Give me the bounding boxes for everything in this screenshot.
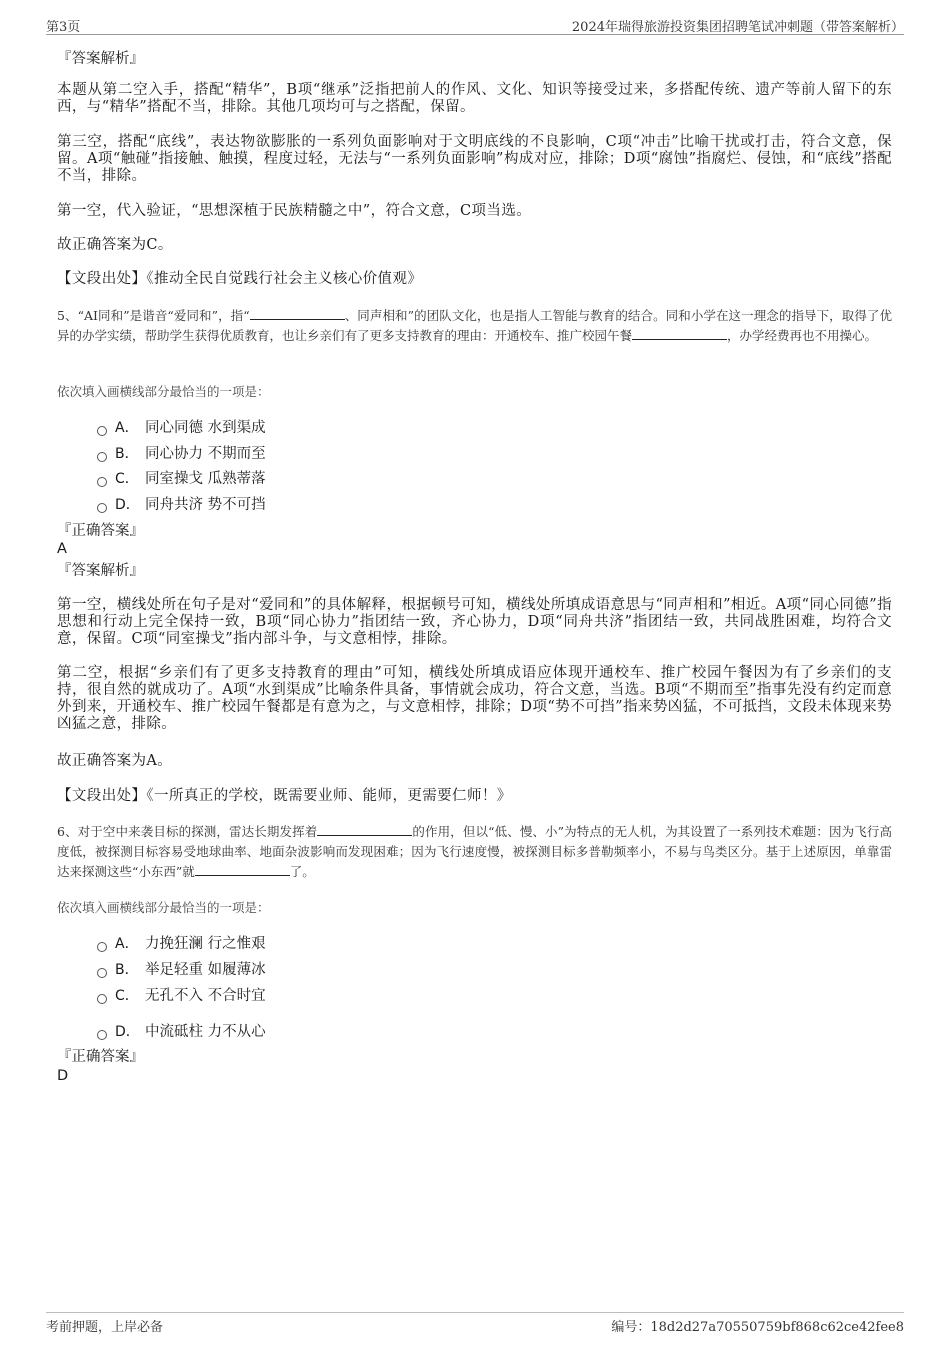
q6-instruction: 依次填入画横线部分最恰当的一项是：: [57, 900, 270, 915]
q5-stem-part2: 、同声相和”的团队文化，也是指人工智能与教育的结合。同和小学在这一理念的指导下，取得了优异的办学实绩，帮助学生获得优质教育，也让乡亲们有了更多支持教育的理由：开通校车、推广校园午餐: [57, 308, 892, 343]
document-title: 2024年瑞得旅游投资集团招聘笔试冲刺题（带答案解析）: [571, 20, 904, 35]
q6-answer: D: [57, 1068, 69, 1084]
footer-slogan: 考前押题，上岸必备: [46, 1320, 164, 1335]
q4-source: 【文段出处】《推动全民自觉践行社会主义核心价值观》: [57, 271, 423, 287]
q5-option-b[interactable]: B． 同心协力 不期而至: [97, 442, 266, 462]
q6-stem-part2: 的作用，但以“低、慢、小”为特点的无人机，为其设置了一系列技术难题：因为飞行高度低，被探测目标容易受地球曲率、地面杂波影响而发现困难；因为飞行速度慢，被探测目标多普勒频率小，不易与鸟类区分。基于上述原因，单靠雷达来探测这些“小东西”就: [57, 824, 892, 879]
q5-source: 【文段出处】《一所真正的学校，既需要业师、能师，更需要仁师！》: [57, 788, 512, 804]
q5-analysis-p1: 第一空，横线处所在句子是对“爱同和”的具体解释，根据顿号可知，横线处所填成语意思与“同声相和”相近。A项“同心同德”指思想和行动上完全保持一致，B项“同心协力”指团结一致，齐心协力，D项“同舟共济”指团结一致，共同战胜困难，均符合文意，保留。C项“同室操戈”指内部斗争，与文意相悖，排除。: [57, 597, 892, 647]
radio-icon[interactable]: [97, 426, 107, 436]
document-id: 编号：18d2d27a70550759bf868c62ce42fee8: [611, 1320, 904, 1335]
page-number: 第3页: [46, 20, 81, 35]
q6-blank-2: [195, 862, 290, 876]
q6-answer-label: 『正确答案』: [57, 1049, 144, 1065]
q5-option-c[interactable]: C． 同室操戈 瓜熟蒂落: [97, 467, 266, 487]
q6-stem: [57, 822, 892, 882]
q5-analysis-p3: 故正确答案为A。: [57, 753, 173, 769]
q4-analysis-p1: 本题从第二空入手，搭配“精华”，B项“继承”泛指把前人的作风、文化、知识等接受过来，多搭配传统、遗产等前人留下的东西，与“精华”搭配不当，排除。其他几项均可与之搭配，保留。: [57, 82, 892, 115]
q6-option-d[interactable]: D． 中流砥柱 力不从心: [97, 1020, 266, 1040]
q5-analysis-p2: 第二空，根据“乡亲们有了更多支持教育的理由”可知，横线处所填成语应体现开通校车、推广校园午餐因为有了乡亲们的支持，很自然的就成功了。A项“水到渠成”比喻条件具备，事情就会成功，符合文意，当选。B项“不期而至”指事先没有约定而意外到来，开通校车、推广校园午餐都是有意为之，与文意相悖，排除；D项“势不可挡”指来势凶猛，不可抵挡，文段未体现来势凶猛之意，排除。: [57, 665, 892, 732]
q6-blank-1: [317, 822, 412, 836]
q5-option-d[interactable]: D． 同舟共济 势不可挡: [97, 493, 266, 513]
q6-option-a[interactable]: A． 力挽狂澜 行之惟艰: [97, 932, 266, 952]
q5-stem-part1: 5、“AI同和”是谐音“爱同和”，指“: [57, 308, 250, 323]
q4-analysis-label: 『答案解析』: [57, 51, 144, 67]
q5-stem-part3: ，办学经费再也不用操心。: [727, 328, 878, 343]
q5-stem: [57, 306, 892, 346]
q6-option-c[interactable]: C． 无孔不入 不合时宜: [97, 984, 266, 1004]
q5-answer: A: [57, 541, 67, 557]
q5-blank-1: [250, 306, 345, 320]
q5-option-a[interactable]: A． 同心同德 水到渠成: [97, 416, 266, 436]
q5-blank-2: [632, 326, 727, 340]
q6-stem-part1: 6、对于空中来袭目标的探测，雷达长期发挥着: [57, 824, 318, 839]
radio-icon[interactable]: [97, 503, 107, 513]
q6-option-b[interactable]: B． 举足轻重 如履薄冰: [97, 958, 266, 978]
q5-answer-label: 『正确答案』: [57, 523, 144, 539]
q4-analysis-p4: 故正确答案为C。: [57, 237, 173, 253]
radio-icon[interactable]: [97, 477, 107, 487]
q4-analysis-p3: 第一空，代入验证，“思想深植于民族精髓之中”，符合文意，C项当选。: [57, 203, 532, 219]
radio-icon[interactable]: [97, 452, 107, 462]
page-header: [46, 14, 904, 35]
radio-icon[interactable]: [97, 1030, 107, 1040]
radio-icon[interactable]: [97, 942, 107, 952]
q5-instruction: 依次填入画横线部分最恰当的一项是：: [57, 384, 270, 399]
radio-icon[interactable]: [97, 994, 107, 1004]
q6-stem-part3: 了。: [289, 864, 315, 879]
page-footer: [46, 1312, 904, 1335]
radio-icon[interactable]: [97, 968, 107, 978]
q4-analysis-p2: 第三空，搭配“底线”，表达物欲膨胀的一系列负面影响对于文明底线的不良影响，C项“冲击”比喻干扰或打击，符合文意，保留。A项“触碰”指接触、触摸，程度过轻，无法与“一系列负面影响”构成对应，排除；D项“腐蚀”指腐烂、侵蚀，和“底线”搭配不当，排除。: [57, 134, 892, 184]
q5-analysis-label: 『答案解析』: [57, 563, 144, 579]
